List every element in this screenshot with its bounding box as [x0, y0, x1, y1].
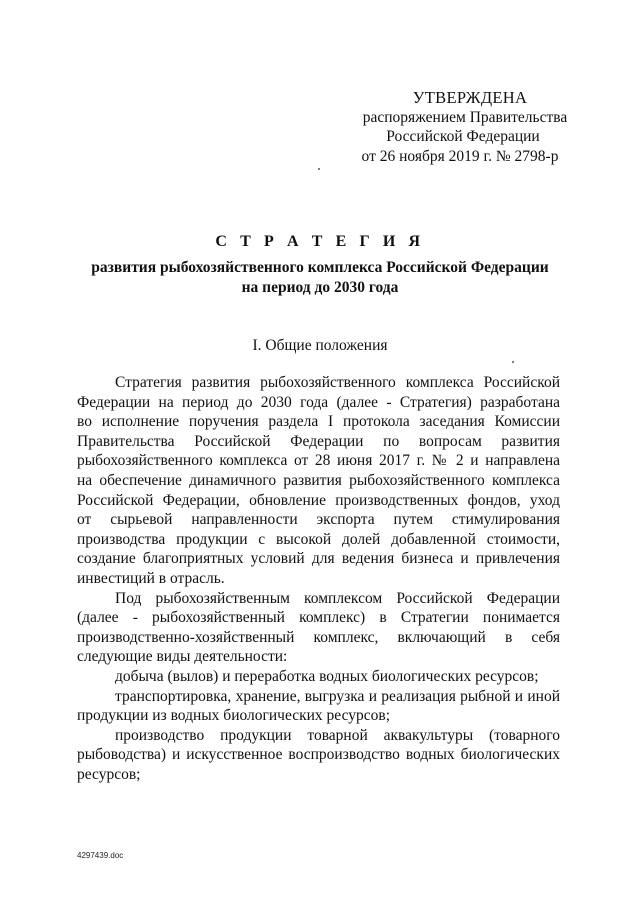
paragraph-line: во исполнение поручения раздела I протокола заседания Комиссии: [77, 413, 560, 431]
paragraph-line: производства продукции с высокой долей добавленной стоимости,: [77, 530, 560, 548]
paragraph-line: от сырьевой направленности экспорта путем стимулирования: [77, 511, 560, 529]
section-body: [77, 373, 560, 784]
paragraph-line: рыбоводства) и искусственное воспроизводство водных биологических: [77, 746, 560, 764]
paragraph: [77, 687, 560, 726]
paragraph-line: создание благоприятных условий для ведения бизнеса и привлечения: [77, 550, 560, 568]
paragraph-line: следующие виды деятельности:: [77, 648, 288, 666]
approval-stamp: [330, 88, 590, 166]
paragraph-line: Стратегия развития рыбохозяйственного комплекса Российской: [115, 374, 560, 391]
approval-line-2: Российской Федерации: [386, 128, 540, 145]
paragraph-line: Федерации на период до 2030 года (далее - Стратегия) разработана: [77, 393, 560, 411]
subtitle-line-1: развития рыбохозяйственного комплекса Российской Федерации: [91, 259, 549, 276]
subtitle-line-2: на период до 2030 года: [241, 278, 399, 296]
approval-line-3: от 26 ноября 2019 г. № 2798-р: [361, 147, 559, 165]
paragraph: [77, 667, 560, 687]
document-title: С Т Р А Т Е Г И Я: [215, 233, 425, 250]
document-subtitle: [80, 258, 560, 297]
scan-speck: [512, 361, 514, 363]
approval-heading: УТВЕРЖДЕНА: [412, 88, 528, 107]
paragraph: [77, 726, 560, 785]
section-heading: I. Общие положения: [252, 337, 388, 354]
paragraph-line: (далее - рыбохозяйственный комплекс) в Стратегии понимается: [77, 609, 560, 627]
scan-speck: [318, 168, 320, 170]
paragraph-line: инвестиций в отрасль.: [77, 569, 225, 587]
paragraph-line: продукции из водных биологических ресурсов;: [77, 707, 391, 725]
paragraph-line: ресурсов;: [77, 765, 141, 783]
paragraph-line: Правительства Российской Федерации по вопросам развития: [77, 432, 560, 450]
paragraph-line: транспортировка, хранение, выгрузка и реализация рыбной и иной: [115, 687, 560, 705]
paragraph-line: добыча (вылов) и переработка водных биологических ресурсов;: [115, 667, 539, 685]
file-name: 4297439.doc: [77, 851, 124, 860]
paragraph-line: Российской Федерации, обновление производственных фондов, уход: [77, 491, 560, 509]
paragraph-line: производство продукции товарной аквакультуры (товарного: [115, 726, 560, 744]
paragraph-line: на обеспечение динамичного развития рыбохозяйственного комплекса: [77, 471, 560, 489]
paragraph-line: Под рыбохозяйственным комплексом Российской Федерации: [115, 589, 560, 607]
paragraph-line: рыбохозяйственного комплекса от 28 июня 2017 г. № 2 и направлена: [77, 452, 560, 470]
approval-line-1: распоряжением Правительства: [362, 108, 568, 126]
paragraph: [77, 589, 560, 667]
paragraph-line: производственно-хозяйственный комплекс, включающий в себя: [77, 628, 560, 646]
paragraph: [77, 373, 560, 589]
